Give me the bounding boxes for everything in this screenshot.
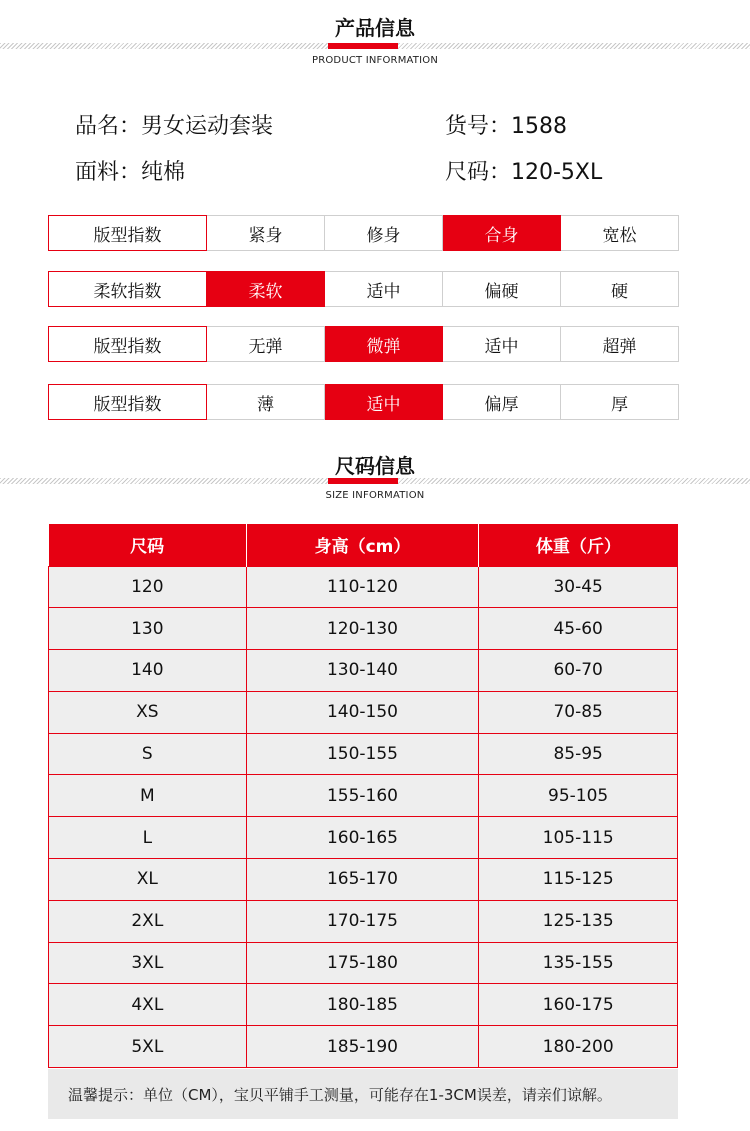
size-table bbox=[48, 524, 678, 1068]
table-row bbox=[49, 942, 678, 984]
header-size: 尺码 bbox=[49, 524, 247, 566]
weight-cell: 180-200 bbox=[479, 1026, 678, 1068]
index-option: 硬 bbox=[561, 271, 679, 307]
fabric: 面料：纯棉 bbox=[75, 160, 186, 185]
item-number: 货号：1588 bbox=[445, 114, 567, 139]
size-cell: 5XL bbox=[49, 1026, 247, 1068]
size-cell: M bbox=[49, 775, 247, 817]
height-cell: 165-170 bbox=[246, 859, 479, 901]
size-cell: 4XL bbox=[49, 984, 247, 1026]
index-row bbox=[48, 326, 679, 362]
table-row bbox=[49, 733, 678, 775]
weight-cell: 125-135 bbox=[479, 900, 678, 942]
size-cell: 120 bbox=[49, 566, 247, 608]
table-row bbox=[49, 900, 678, 942]
size-table-header bbox=[49, 524, 678, 566]
size-cell: XS bbox=[49, 691, 247, 733]
index-option: 无弹 bbox=[207, 326, 325, 362]
index-option: 紧身 bbox=[207, 215, 325, 251]
product-name: 品名：男女运动套装 bbox=[75, 114, 274, 139]
height-cell: 180-185 bbox=[246, 984, 479, 1026]
weight-cell: 70-85 bbox=[479, 691, 678, 733]
product-info-header bbox=[0, 0, 750, 70]
size-cell: 130 bbox=[49, 608, 247, 650]
title-underline bbox=[328, 478, 398, 484]
height-cell: 140-150 bbox=[246, 691, 479, 733]
index-option: 修身 bbox=[325, 215, 443, 251]
index-option-selected: 微弹 bbox=[325, 326, 443, 362]
weight-cell: 115-125 bbox=[479, 859, 678, 901]
index-option-selected: 适中 bbox=[325, 384, 443, 420]
height-cell: 155-160 bbox=[246, 775, 479, 817]
size-cell: S bbox=[49, 733, 247, 775]
height-cell: 110-120 bbox=[246, 566, 479, 608]
table-row bbox=[49, 566, 678, 608]
table-row bbox=[49, 984, 678, 1026]
size-note: 温馨提示：单位（CM），宝贝平铺手工测量，可能存在1-3CM误差，请亲们谅解。 bbox=[48, 1069, 678, 1119]
weight-cell: 60-70 bbox=[479, 650, 678, 692]
index-label: 柔软指数 bbox=[48, 271, 207, 307]
index-label: 版型指数 bbox=[48, 215, 207, 251]
weight-cell: 85-95 bbox=[479, 733, 678, 775]
table-row bbox=[49, 691, 678, 733]
index-option: 薄 bbox=[207, 384, 325, 420]
weight-cell: 95-105 bbox=[479, 775, 678, 817]
index-option: 偏厚 bbox=[443, 384, 561, 420]
table-row bbox=[49, 608, 678, 650]
height-cell: 185-190 bbox=[246, 1026, 479, 1068]
index-option-selected: 柔软 bbox=[207, 271, 325, 307]
size-cell: 140 bbox=[49, 650, 247, 692]
height-cell: 130-140 bbox=[246, 650, 479, 692]
size-info-title: 尺码信息 bbox=[335, 454, 415, 478]
weight-cell: 45-60 bbox=[479, 608, 678, 650]
index-label: 版型指数 bbox=[48, 326, 207, 362]
size-cell: 3XL bbox=[49, 942, 247, 984]
header-height: 身高（cm） bbox=[246, 524, 479, 566]
height-cell: 150-155 bbox=[246, 733, 479, 775]
table-row bbox=[49, 650, 678, 692]
weight-cell: 105-115 bbox=[479, 817, 678, 859]
height-cell: 175-180 bbox=[246, 942, 479, 984]
height-cell: 160-165 bbox=[246, 817, 479, 859]
index-option-selected: 合身 bbox=[443, 215, 561, 251]
table-row bbox=[49, 859, 678, 901]
height-cell: 170-175 bbox=[246, 900, 479, 942]
index-option: 适中 bbox=[443, 326, 561, 362]
size-range: 尺码：120-5XL bbox=[445, 160, 603, 185]
title-underline bbox=[328, 43, 398, 49]
header-weight: 体重（斤） bbox=[479, 524, 678, 566]
size-cell: 2XL bbox=[49, 900, 247, 942]
size-info-subtitle: SIZE INFORMATION bbox=[325, 490, 425, 501]
size-cell: XL bbox=[49, 859, 247, 901]
index-row bbox=[48, 271, 679, 307]
index-label: 版型指数 bbox=[48, 384, 207, 420]
index-option: 偏硬 bbox=[443, 271, 561, 307]
index-option: 厚 bbox=[561, 384, 679, 420]
product-info-subtitle: PRODUCT INFORMATION bbox=[311, 55, 439, 66]
table-row bbox=[49, 817, 678, 859]
size-info-header bbox=[0, 440, 750, 510]
height-cell: 120-130 bbox=[246, 608, 479, 650]
index-option: 超弹 bbox=[561, 326, 679, 362]
product-info-title: 产品信息 bbox=[335, 16, 415, 40]
weight-cell: 135-155 bbox=[479, 942, 678, 984]
table-row bbox=[49, 1026, 678, 1068]
table-row bbox=[49, 775, 678, 817]
index-row bbox=[48, 215, 679, 251]
index-row bbox=[48, 384, 679, 420]
index-option: 适中 bbox=[325, 271, 443, 307]
index-option: 宽松 bbox=[561, 215, 679, 251]
weight-cell: 160-175 bbox=[479, 984, 678, 1026]
weight-cell: 30-45 bbox=[479, 566, 678, 608]
size-cell: L bbox=[49, 817, 247, 859]
